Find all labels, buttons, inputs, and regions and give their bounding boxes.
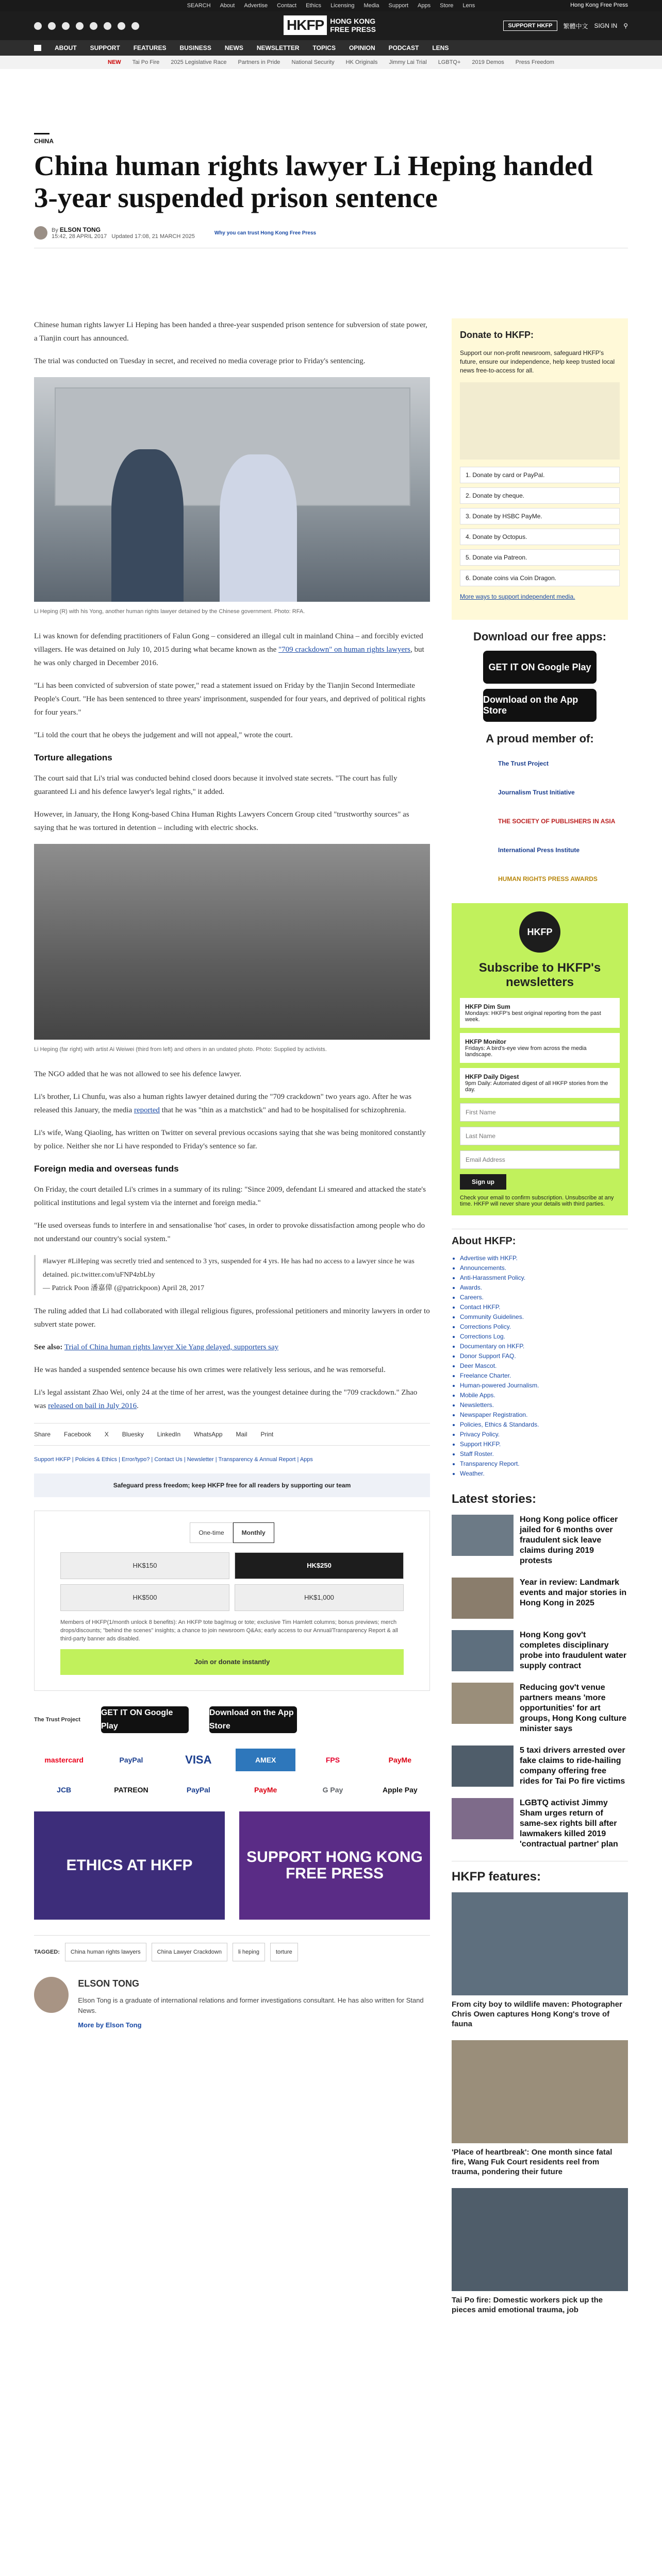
threads-icon[interactable] [131, 22, 139, 30]
latest-story[interactable] [452, 1515, 628, 1566]
features-widget [452, 1861, 628, 2315]
sidebar [452, 318, 628, 2326]
about-link[interactable]: • Mobile Apps. [460, 1391, 628, 1400]
article-photo-1 [34, 377, 430, 602]
tag[interactable]: China Lawyer Crackdown [152, 1943, 227, 1961]
feature-story[interactable] [452, 2040, 628, 2177]
photo-caption-1: Li Heping (R) with his Yong, another human rights lawyer detained by the Chinese government. Photo: RFA. [34, 608, 305, 615]
about-link[interactable]: • Donor Support FAQ. [460, 1351, 628, 1361]
story-thumbnail[interactable] [452, 1515, 514, 1556]
patreon-icon[interactable]: PATREON [114, 1786, 148, 1794]
sign-in-link[interactable]: SIGN IN [594, 22, 618, 29]
subheading-torture: Torture allegations [34, 753, 112, 762]
features-title: HKFP features: [452, 1861, 628, 1884]
article-footer-links[interactable]: Support HKFP | Policies & Ethics | Error/typo? | Contact Us | Newsletter | Transparency & Annual Report | Apps [34, 1456, 313, 1463]
donation-box [34, 1511, 430, 1691]
donate-option[interactable]: 4. Donate by Octopus. [460, 529, 620, 545]
newsletter-option[interactable]: HKFP Daily Digest 9pm Daily: Automated digest of all HKFP stories from the day. [460, 1068, 620, 1098]
amount-option-selected[interactable]: HK$250 [235, 1552, 404, 1579]
tags-row [34, 1935, 430, 1961]
author-box-name[interactable]: ELSON TONG [78, 1978, 139, 1989]
apps-title: Download our free apps: [473, 630, 606, 643]
share-linkedin[interactable]: LinkedIn [157, 1431, 181, 1438]
about-link[interactable]: • Newspaper Registration. [460, 1410, 628, 1420]
sidebar-app-store[interactable]: Download on the App Store [483, 689, 597, 722]
trust-link[interactable]: Why you can trust Hong Kong Free Press [214, 230, 317, 236]
about-list [452, 1253, 628, 1479]
amount-option[interactable]: HK$1,000 [235, 1584, 404, 1611]
feature-story[interactable] [452, 1892, 628, 2029]
trending-item[interactable]: Tai Po Fire [132, 59, 160, 65]
author-avatar[interactable] [34, 226, 47, 240]
about-link[interactable]: • Policies, Ethics & Standards. [460, 1420, 628, 1430]
article-body [34, 318, 430, 2035]
feature-image[interactable] [452, 2188, 628, 2291]
embedded-tweet[interactable] [34, 1255, 430, 1295]
story-thumbnail[interactable] [452, 1683, 514, 1724]
trust-project-badge[interactable]: The Trust Project [34, 1717, 80, 1723]
about-link[interactable]: • Anti-Harassment Policy. [460, 1273, 628, 1283]
newsletter-widget [452, 903, 628, 1215]
top-link-licensing[interactable]: Licensing [330, 3, 355, 9]
paragraph: Chinese human rights lawyer Li Heping has been handed a three-year suspended prison sentence for subversion of state power, a Tianjin court has announced. [34, 321, 427, 343]
latest-title: Latest stories: [452, 1492, 537, 1506]
trending-item[interactable]: National Security [291, 59, 335, 65]
nav-about[interactable]: ABOUT [55, 44, 77, 52]
donate-option[interactable]: 6. Donate coins via Coin Dragon. [460, 570, 620, 586]
site-logo[interactable] [284, 15, 376, 35]
paragraph: However, in January, the Hong Kong-based China Human Rights Lawyers Concern Group cited "trustworthy sources" as saying that he was tortured in detention – including with electric shocks. [34, 810, 409, 832]
article-category[interactable]: CHINA [34, 138, 54, 145]
story-title[interactable]: LGBTQ activist Jimmy Sham urges return of same-sex rights bill after lawmakers killed 2019 'contractual partner' plan [520, 1799, 618, 1849]
category-rule [34, 133, 49, 134]
share-mail[interactable]: Mail [236, 1431, 247, 1438]
top-link-lens[interactable]: Lens [462, 3, 475, 9]
story-thumbnail[interactable] [452, 1798, 514, 1839]
about-link[interactable]: • Corrections Policy. [460, 1322, 628, 1332]
linkedin-icon[interactable] [90, 22, 97, 30]
share-whatsapp[interactable]: WhatsApp [194, 1431, 223, 1438]
see-also-label: See also: [34, 1343, 63, 1351]
nav-support[interactable]: SUPPORT [90, 44, 120, 52]
top-link-store[interactable]: Store [440, 3, 454, 9]
about-link[interactable]: • Announcements. [460, 1263, 628, 1273]
top-link-about[interactable]: About [220, 3, 235, 9]
see-also [34, 1341, 430, 1354]
main-nav [0, 40, 662, 56]
top-utility-bar [0, 0, 662, 11]
about-link[interactable]: • Privacy Policy. [460, 1430, 628, 1439]
latest-story[interactable] [452, 1745, 628, 1787]
member-logo[interactable]: THE SOCIETY OF PUBLISHERS IN ASIA [498, 818, 616, 825]
about-link[interactable]: • Deer Mascot. [460, 1361, 628, 1371]
top-link-contact[interactable]: Contact [277, 3, 297, 9]
share-x[interactable]: X [104, 1431, 109, 1438]
author-bio: Elson Tong is a graduate of international relations and former investigations consultant. He has also written for Stand News. [78, 1996, 424, 2014]
trending-label: NEW [108, 59, 121, 65]
amount-option[interactable]: HK$150 [60, 1552, 229, 1579]
share-label: Share [34, 1431, 51, 1438]
sidebar-google-play[interactable]: GET IT ON Google Play [483, 651, 597, 684]
share-facebook[interactable]: Facebook [64, 1431, 91, 1438]
nav-podcast[interactable]: PODCAST [388, 44, 419, 52]
top-link-ethics[interactable]: Ethics [306, 3, 322, 9]
social-icons [34, 22, 139, 30]
member-logo[interactable]: Journalism Trust Initiative [498, 789, 575, 796]
donate-widget [452, 318, 628, 620]
member-logo[interactable]: International Press Institute [498, 846, 580, 854]
donate-title: Donate to HKFP: [460, 330, 534, 340]
jcb-icon[interactable]: JCB [57, 1786, 72, 1794]
one-time-tab[interactable]: One-time [190, 1522, 233, 1543]
logo-mark: HKFP [284, 15, 327, 35]
trending-item[interactable]: Jimmy Lai Trial [389, 59, 427, 65]
photo-caption-2: Li Heping (far right) with artist Ai Weiwei (third from left) and others in an undated photo. Photo: Supplied by activists. [34, 1046, 327, 1053]
article-photo-2 [34, 844, 430, 1040]
story-title[interactable]: Hong Kong police officer jailed for 6 months over fraudulent sick leave claims during 2019 protests [520, 1515, 618, 1565]
frequency-toggle [60, 1522, 404, 1543]
site-header [0, 11, 662, 40]
nav-opinion[interactable]: OPINION [349, 44, 375, 52]
author-box [34, 1977, 430, 2035]
about-link[interactable]: • Weather. [460, 1469, 628, 1479]
about-link[interactable]: • Community Guidelines. [460, 1312, 628, 1322]
member-logo[interactable]: The Trust Project [498, 760, 549, 767]
trending-bar [0, 56, 662, 69]
feature-story[interactable] [452, 2188, 628, 2315]
about-link[interactable]: • Newsletters. [460, 1400, 628, 1410]
last-name-input[interactable]: Last Name [460, 1127, 620, 1145]
about-link[interactable]: • Transparency Report. [460, 1459, 628, 1469]
see-also-link[interactable]: Trial of China human rights lawyer Xie Yang delayed, supporters say [64, 1343, 279, 1351]
feature-title[interactable]: From city boy to wildlife maven: Photographer Chris Owen captures Hong Kong's trove of fauna [452, 2000, 622, 2028]
top-link-media[interactable]: Media [363, 3, 379, 9]
about-widget [452, 1229, 628, 1479]
tags-label: TAGGED: [34, 1949, 60, 1955]
signup-button[interactable]: Sign up [460, 1174, 506, 1190]
donate-image [460, 382, 620, 460]
paypal-icon[interactable]: PayPal [186, 1786, 210, 1794]
logo-line-1: HONG KONG [330, 17, 376, 25]
app-store-badge[interactable]: Download on the App Store [209, 1706, 297, 1733]
instagram-icon[interactable] [62, 22, 70, 30]
support-banner[interactable]: SUPPORT HONG KONG FREE PRESS [239, 1811, 430, 1920]
facebook-icon[interactable] [34, 22, 42, 30]
google-pay-icon[interactable]: G Pay [322, 1786, 343, 1794]
feature-image[interactable] [452, 2040, 628, 2143]
search-icon[interactable]: ⚲ [623, 22, 628, 29]
donate-option[interactable]: 3. Donate by HSBC PayMe. [460, 508, 620, 524]
bluesky-icon[interactable] [118, 22, 125, 30]
trending-item[interactable]: Partners in Pride [238, 59, 280, 65]
language-switch[interactable]: 繁體中文 [563, 22, 588, 30]
google-play-badge[interactable]: GET IT ON Google Play [101, 1706, 189, 1733]
updated-date: Updated 17:08, 21 MARCH 2025 [111, 233, 195, 240]
nav-lens[interactable]: LENS [432, 44, 449, 52]
about-link[interactable]: • Careers. [460, 1293, 628, 1302]
story-title[interactable]: Hong Kong gov't completes disciplinary probe into fraudulent water supply contract [520, 1631, 627, 1670]
feature-image[interactable] [452, 1892, 628, 1995]
story-thumbnail[interactable] [452, 1578, 514, 1619]
badges-row [34, 1691, 430, 1738]
donate-option[interactable]: 5. Donate via Patreon. [460, 549, 620, 566]
tweet-text: #lawyer #LiHeping was secretly tried and sentenced to 3 yrs, suspended for 4 yrs. He has had no access to a lawyer since he was detained. pic.twitter.com/uFNP4zbLby [43, 1258, 415, 1279]
paragraph: Li's wife, Wang Qiaoling, has written on Twitter on several previous occasions saying that she was being monitored constantly by police. Neither she nor Li have responded to Friday's sentence so far. [34, 1129, 426, 1150]
published-date: 15:42, 28 APRIL 2017 [52, 233, 107, 240]
top-link-apps[interactable]: Apps [418, 3, 431, 9]
top-link-search[interactable]: SEARCH [187, 3, 211, 9]
feature-title[interactable]: Tai Po fire: Domestic workers pick up the pieces amid emotional trauma, job [452, 2296, 603, 2314]
paragraph: The NGO added that he was not allowed to see his defence lawyer. [34, 1070, 241, 1078]
about-link[interactable]: • Advertise with HKFP. [460, 1253, 628, 1263]
crackdown-link[interactable]: "709 crackdown" on human rights lawyers [278, 646, 410, 654]
share-bluesky[interactable]: Bluesky [122, 1431, 144, 1438]
newsletter-option[interactable]: HKFP Dim Sum Mondays: HKFP's best original reporting from the past week. [460, 998, 620, 1028]
subheading-foreign: Foreign media and overseas funds [34, 1164, 179, 1174]
amex-icon[interactable]: AMEX [236, 1749, 295, 1771]
trending-item[interactable]: LGBTQ+ [438, 59, 461, 65]
paragraph: "Li told the court that he obeys the judgement and will not appeal," wrote the court. [34, 731, 293, 739]
safeguard-banner[interactable]: Safeguard press freedom; keep HKFP free for all readers by supporting our team [34, 1473, 430, 1497]
join-button[interactable]: Join or donate instantly [60, 1649, 404, 1675]
story-title[interactable]: Year in review: Landmark events and major stories in Hong Kong in 2025 [520, 1578, 627, 1607]
visa-icon[interactable]: VISA [185, 1753, 212, 1766]
tag[interactable]: torture [270, 1943, 298, 1961]
paragraph: Li was known for defending practitioners of Falun Gong – considered an illegal cult in mainland China – and forcibly evicted villagers. He was detained on July 10, 2015 during what became known as the "709 crackdown" on human rights lawyers, but he was only charged in December 2016. [34, 632, 424, 667]
about-link[interactable]: • Contact HKFP. [460, 1302, 628, 1312]
paragraph: On Friday, the court detailed Li's crimes in a summary of its ruling: "Since 2009, defendant Li smeared and attacked the state's political institutions and legal system via the internet and foreign media." [34, 1185, 426, 1207]
story-title[interactable]: Reducing gov't venue partners means 'more opportunities' for art groups, Hong Kong culture minister says [520, 1683, 627, 1733]
amount-option[interactable]: HK$500 [60, 1584, 229, 1611]
support-hkfp-button[interactable]: SUPPORT HKFP [503, 21, 557, 31]
share-print[interactable]: Print [260, 1431, 274, 1438]
fps-icon[interactable]: FPS [325, 1756, 340, 1764]
top-link-support[interactable]: Support [388, 3, 409, 9]
trending-item[interactable]: HK Originals [345, 59, 378, 65]
about-link[interactable]: • Corrections Log. [460, 1332, 628, 1342]
paragraph: Li's brother, Li Chunfu, was also a human rights lawyer detained during the "709 crackdown" two years ago. After he was released this January, the media reported that he was "thin as a matchstick" and had to be hospitalised for schizophrenia. [34, 1093, 412, 1114]
article-title: China human rights lawyer Li Heping handed 3-year suspended prison sentence [34, 150, 593, 213]
amount-options [60, 1552, 404, 1611]
story-thumbnail[interactable] [452, 1630, 514, 1671]
first-name-input[interactable]: First Name [460, 1103, 620, 1122]
member-logos [452, 753, 628, 890]
tag[interactable]: China human rights lawyers [65, 1943, 146, 1961]
newsletter-note: Check your email to confirm subscription. Unsubscribe at any time. HKFP will never share your details with third parties. [460, 1195, 614, 1207]
bail-link[interactable]: released on bail in July 2016 [48, 1402, 137, 1410]
logo-line-2: FREE PRESS [330, 25, 376, 33]
about-link[interactable]: • Human-powered Journalism. [460, 1381, 628, 1391]
nav-business[interactable]: BUSINESS [179, 44, 211, 52]
payment-methods [34, 1749, 430, 1801]
home-icon[interactable] [34, 45, 41, 51]
member-title: A proud member of: [486, 732, 594, 745]
newsletter-logo: HKFP [519, 911, 560, 953]
reported-link[interactable]: reported [134, 1106, 160, 1114]
author-name[interactable]: ELSON TONG [59, 226, 101, 233]
latest-story[interactable] [452, 1630, 628, 1671]
nav-features[interactable]: FEATURES [133, 44, 167, 52]
article-header [34, 133, 628, 248]
about-link[interactable]: • Staff Roster. [460, 1449, 628, 1459]
about-title: About HKFP: [452, 1235, 516, 1247]
member-logo[interactable]: HUMAN RIGHTS PRESS AWARDS [498, 875, 598, 883]
trending-item[interactable]: 2019 Demos [472, 59, 504, 65]
nav-topics[interactable]: TOPICS [312, 44, 336, 52]
paragraph: "Li has been convicted of subversion of state power," read a statement issued on Friday by the Tianjin Second Intermediate People's Court. "He has been sentenced to three years' imprisonment, suspended for four years, and deprived of political rights for four years." [34, 682, 426, 717]
paragraph: He was handed a suspended sentence because his own crimes were relatively less serious, and he was remorseful. [34, 1366, 386, 1374]
tag[interactable]: li heping [233, 1943, 265, 1961]
paragraph: The court said that Li's trial was conducted behind closed doors because it involved state secrets. "The court has fully guaranteed Li and his defence lawyer's legal rights," it added. [34, 774, 398, 796]
about-link[interactable]: • Freelance Charter. [460, 1371, 628, 1381]
trending-item[interactable]: 2025 Legislative Race [171, 59, 227, 65]
email-input[interactable]: Email Address [460, 1150, 620, 1169]
latest-story[interactable] [452, 1798, 628, 1850]
feature-title[interactable]: 'Place of heartbreak': One month since fatal fire, Wang Fuk Court residents reel from trauma, pondering their future [452, 2148, 613, 2176]
newsletter-title: Subscribe to HKFP's newsletters [478, 961, 601, 989]
donate-option[interactable]: 1. Donate by card or PayPal. [460, 467, 620, 483]
ethics-banner[interactable]: ETHICS AT HKFP [34, 1811, 225, 1920]
payme-icon[interactable]: PayMe [388, 1756, 411, 1764]
apple-pay-icon[interactable]: Apple Pay [382, 1786, 418, 1794]
story-thumbnail[interactable] [452, 1745, 514, 1787]
latest-story[interactable] [452, 1578, 628, 1619]
paragraph: The trial was conducted on Tuesday in secret, and received no media coverage prior to Friday's sentencing. [34, 357, 366, 365]
share-bar [34, 1423, 430, 1446]
more-ways-link[interactable]: More ways to support independent media. [460, 593, 575, 600]
paragraph: Li's legal assistant Zhao Wei, only 24 at the time of her arrest, was the youngest detainee during the "709 crackdown." Zhao was released on bail in July 2016. [34, 1388, 418, 1410]
nav-newsletter[interactable]: NEWSLETTER [256, 44, 300, 52]
paypal-icon[interactable]: PayPal [119, 1756, 143, 1764]
latest-story[interactable] [452, 1683, 628, 1734]
author-photo[interactable] [34, 1977, 69, 2013]
telegram-icon[interactable] [104, 22, 111, 30]
donate-option[interactable]: 2. Donate by cheque. [460, 487, 620, 504]
newsletter-option[interactable]: HKFP Monitor Fridays: A bird's-eye view from across the media landscape. [460, 1033, 620, 1063]
top-site-name: Hong Kong Free Press [570, 2, 628, 8]
trending-item[interactable]: Press Freedom [515, 59, 554, 65]
payme-icon[interactable]: PayMe [254, 1786, 277, 1794]
nav-news[interactable]: NEWS [224, 44, 243, 52]
tweet-author[interactable]: — Patrick Poon 潘嘉偉 (@patrickpoon) April 28, 2017 [43, 1284, 205, 1292]
article-meta [34, 226, 628, 248]
membership-note: Members of HKFP(1/month unlock 8 benefits): An HKFP tote bag/mug or tote; exclusive Tim Hamlett columns; bonus previews; merch drops/discounts; "behind the scenes" insights; a chance to join newsroom Q&As; early access to our Annual/Transparency Report & all third-party banner ads disabled. [60, 1619, 398, 1642]
monthly-tab[interactable]: Monthly [233, 1522, 274, 1543]
author-more-link[interactable]: More by Elson Tong [78, 2021, 142, 2029]
story-title[interactable]: 5 taxi drivers arrested over fake claims to ride-hailing company offering free rides for Tai Po fire victims [520, 1746, 625, 1786]
about-link[interactable]: • Support HKFP. [460, 1439, 628, 1449]
author-by [52, 226, 195, 240]
top-link-advertise[interactable]: Advertise [244, 3, 268, 9]
promo-banners [34, 1811, 430, 1920]
latest-stories [452, 1492, 628, 1850]
paragraph: "He used overseas funds to interfere in and sensationalise 'hot' cases, in order to provoke dissatisfaction among people who do not understand our country's social system." [34, 1222, 425, 1243]
logo-text [330, 17, 376, 33]
x-icon[interactable] [48, 22, 56, 30]
youtube-icon[interactable] [76, 22, 84, 30]
mastercard-icon[interactable]: mastercard [44, 1756, 84, 1764]
about-link[interactable]: • Documentary on HKFP. [460, 1342, 628, 1351]
donate-text: Support our non-profit newsroom, safeguard HKFP's future, ensure our independence, help keep trusted local news free-to-access for all. [460, 349, 615, 374]
paragraph: The ruling added that Li had collaborated with illegal religious figures, professional petitioners and minority lawyers in order to subvert state power. [34, 1307, 430, 1329]
by-label: By [52, 227, 58, 233]
about-link[interactable]: • Awards. [460, 1283, 628, 1293]
